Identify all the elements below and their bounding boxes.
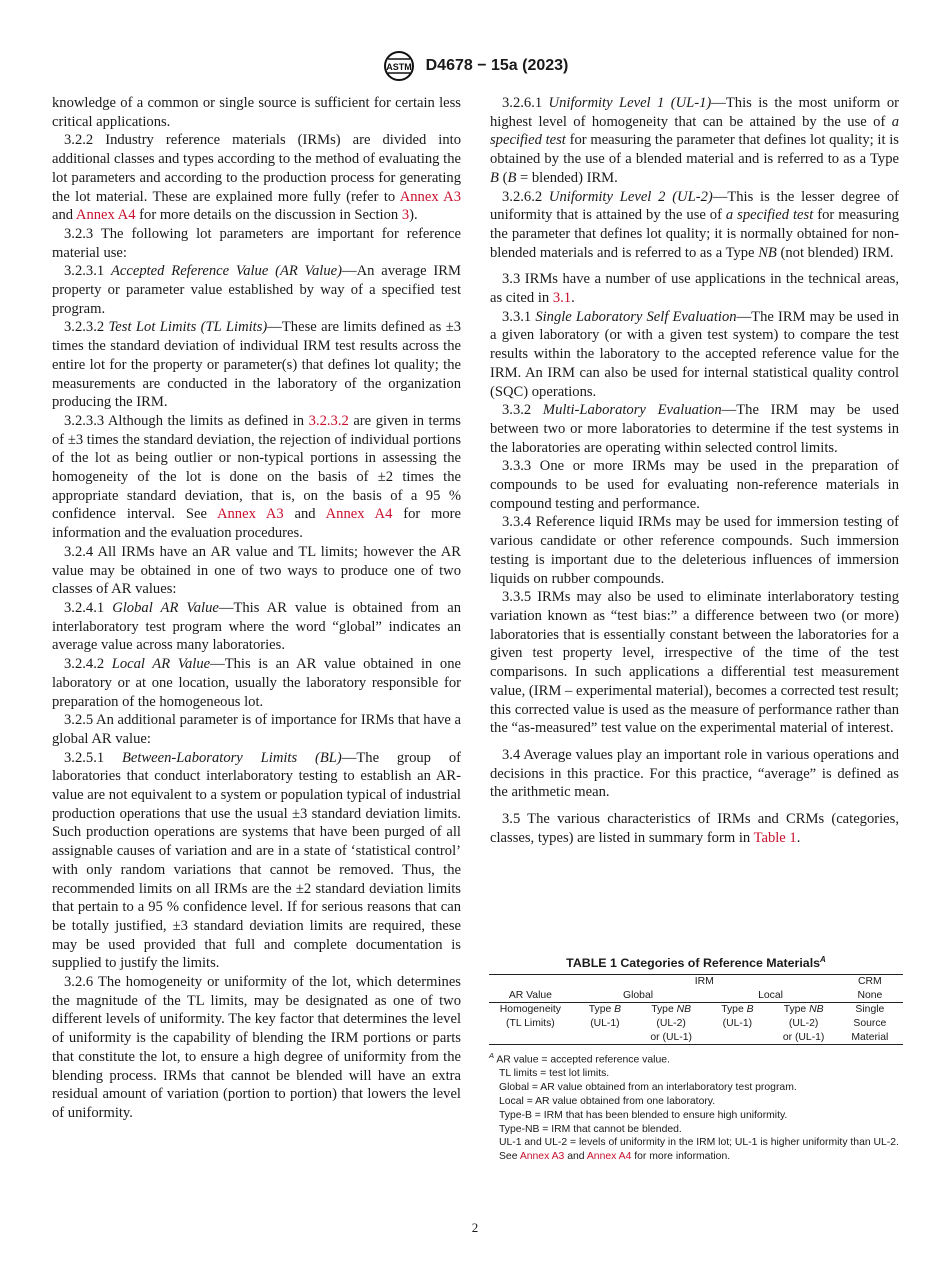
table-cell: Global bbox=[623, 989, 654, 1001]
paragraph-3-2-6: 3.2.6 The homogeneity or uniformity of the lot, which determines the magnitude of the TL limits, may be designated as one of two different levels of uniformity. The key factor that determines the level of uniformity is the capability of blending the IRM portions or parts that constitute the lot, to ensure a high degree of uniformity from the blending process. IRMs that cannot be blended will have an extra residual amount of variation (portion to portion) that lowers the level of uniformity. bbox=[52, 974, 461, 1121]
paragraph-3-2-4-1: 3.2.4.1 Global AR Value—This AR value is obtained from an interlaboratory test program where the word “global” indicates an average value across many laboratories. bbox=[52, 599, 461, 654]
footnote: See Annex A3 and Annex A4 for more information. bbox=[499, 1151, 731, 1163]
paragraph-3-2-3: 3.2.3 The following lot parameters are important for reference material use: bbox=[52, 225, 461, 261]
table-cell: Single Source Material bbox=[851, 1004, 889, 1043]
left-column bbox=[52, 94, 461, 1123]
section-3-2-3-2-link[interactable]: 3.2.3.2 bbox=[308, 412, 349, 429]
table-row bbox=[489, 1003, 903, 1045]
section-3-link[interactable]: 3 bbox=[401, 207, 410, 224]
table-1-link[interactable]: Table 1 bbox=[753, 829, 797, 846]
paragraph-3-2-6-1: 3.2.6.1 Uniformity Level 1 (UL-1)—This is the most uniform or highest level of homogeneity that can be attained by the use of a specified test for measuring the parameter that defines lot quality; it is obtained by the use of a blended material and is referred to as a Type B (B = blended) IRM. bbox=[490, 95, 899, 186]
paragraph-3-3-4: 3.3.4 Reference liquid IRMs may be used for immersion testing of various candidate or other reference compounds. Such immersion testing is important due to the deleterious influences of immersion liquids on rubber compounds. bbox=[490, 514, 899, 587]
footnote: Type-NB = IRM that cannot be blended. bbox=[499, 1123, 682, 1135]
section-3-1-link[interactable]: 3.1 bbox=[552, 290, 572, 307]
paragraph-3-3-1: 3.3.1 Single Laboratory Self Evaluation—The IRM may be used in a given laboratory (or with a given test system) to compare the test results within the laboratory to the accepted reference value for the IRM. An IRM can also be used for internal statistical quality control (SQC) operations. bbox=[490, 308, 899, 400]
paragraph-3-2-5-1: 3.2.5.1 Between-Laboratory Limits (BL)—The group of laboratories that conduct interlaboratory testing to establish an AR-value are not equivalent to a system or population typical of industrial production operations that use the usual ±3 standard deviation limits. Such production operations are systems that have been purged of all assignable causes of variation and are in a state of ‘statistical control’ with only random variations that cannot be removed. Thus, the recommended limits on all IRMs are the ±2 standard deviation limits that pertain to a 95 % confidence level. If for serious reasons that can be totally justified, ±3 standard deviation limits are required, these may be used provided that full and complete documentation is supplied to justify the limits. bbox=[52, 749, 461, 972]
right-column bbox=[490, 94, 899, 847]
paragraph-3-2-4: 3.2.4 All IRMs have an AR value and TL limits; however the AR value may be obtained in one of two ways to produce one of two classes of AR values: bbox=[52, 543, 461, 598]
table-row bbox=[489, 989, 903, 1003]
paragraph-3-3-2: 3.3.2 Multi-Laboratory Evaluation—The IRM may be used between two or more laboratories to determine if the test systems in the laboratories are operating within selected control limits. bbox=[490, 402, 899, 456]
annex-a3-link[interactable]: Annex A3 bbox=[519, 1151, 565, 1163]
paragraph-3-3-5: 3.3.5 IRMs may also be used to eliminate interlaboratory testing variation known as “test bias:” a difference between two (or more) laboratories that is essentially constant between the laboratories for a given test property level, irrespective of the time of the test comparisons. In such applications a differential test measurement value, (IRM – experimental material), becomes a corrected test result; this corrected value is used as the measure of performance rather than the “as-measured” test value on the experimental material of interest. bbox=[490, 589, 899, 737]
table-cell: Type B (UL-1) bbox=[721, 1004, 754, 1029]
paragraph-3-2-3-1: 3.2.3.1 Accepted Reference Value (AR Value)—An average IRM property or parameter value established by way of a specified test program. bbox=[52, 263, 461, 317]
paragraph-3-2-5: 3.2.5 An additional parameter is of importance for IRMs that have a global AR value: bbox=[52, 712, 461, 747]
categories-table bbox=[489, 974, 903, 1045]
footnote: $^A$ AR value = accepted reference value. bbox=[489, 1051, 670, 1066]
astm-logo-icon bbox=[382, 50, 416, 82]
paragraph-3-2-3-2: 3.2.3.2 Test Lot Limits (TL Limits)—These are limits defined as ±3 times the standard deviation of individual IRM test results across the entire lot for the property or parameter(s) that defines lot quality; the measurements are conducted in the laboratory of the organization producing the IRM. bbox=[52, 319, 461, 411]
paragraph-3-3-3: 3.3.3 One or more IRMs may be used in the preparation of compounds to be used for evaluating non-reference materials in compound testing and performance. bbox=[490, 458, 899, 512]
annex-a4-link[interactable]: Annex A4 bbox=[75, 207, 136, 224]
irm-header: IRM bbox=[694, 976, 714, 988]
table-cell: Type B (UL-1) bbox=[588, 1004, 622, 1029]
paragraph-3-2-2: 3.2.2 Industry reference materials (IRMs) are divided into additional classes and types according to the method of evaluating the lot parameters and according to the production process for generating the lot material. These are explained more fully (refer to Annex A3 and Annex A4 for more details on the discussion in Section 3). bbox=[52, 132, 461, 224]
footnote: Local = AR value obtained from one laboratory. bbox=[499, 1095, 716, 1107]
row-label: AR Value bbox=[508, 989, 552, 1001]
paragraph-3-2-4-2: 3.2.4.2 Local AR Value—This is an AR value obtained in one laboratory or at one location, usually the laboratory responsible for preparation of the homogeneous lot. bbox=[52, 656, 461, 710]
paragraph-3-2-3-3: 3.2.3.3 Although the limits as defined in 3.2.3.2 are given in terms of ±3 times the standard deviation, the rejection of individual portions of the lot as being outlier or non-typical portions in assessing the homogeneity of the lot is done on the basis of ±2 times the appropriate standard deviation, that is, on the basis of a 95 % confidence interval. See Annex A3 and Annex A4 for more information and the evaluation procedures. bbox=[52, 412, 462, 542]
paragraph-3-4: 3.4 Average values play an important role in various operations and decisions in this practice. For this practice, “average” is defined as the arithmetic mean. bbox=[490, 746, 899, 801]
svg-text:ASTM: ASTM bbox=[385, 62, 412, 72]
footnote: TL limits = test lot limits. bbox=[499, 1068, 610, 1080]
annex-a3-link[interactable]: Annex A3 bbox=[399, 188, 461, 205]
page-header bbox=[0, 50, 950, 82]
document-designation: D4678 − 15a (2023) bbox=[425, 57, 569, 74]
annex-a4-link[interactable]: Annex A4 bbox=[325, 506, 393, 523]
table-1 bbox=[489, 955, 903, 1164]
row-label: Homogeneity (TL Limits) bbox=[499, 1004, 562, 1029]
paragraph-3-5: 3.5 The various characteristics of IRMs and CRMs (categories, classes, types) are listed in summary form in Table 1. bbox=[490, 811, 899, 846]
annex-a3-link[interactable]: Annex A3 bbox=[216, 506, 284, 523]
footnote: UL-1 and UL-2 = levels of uniformity in the IRM lot; UL-1 is higher uniformity than UL-2. bbox=[499, 1137, 899, 1149]
table-cell: Type NB (UL-2) or (UL-1) bbox=[650, 1004, 692, 1043]
footnote: Type-B = IRM that has been blended to ensure high uniformity. bbox=[499, 1109, 788, 1121]
page-number: 2 bbox=[471, 1220, 479, 1235]
table-caption: TABLE 1 Categories of Reference Materials$^A$ bbox=[566, 955, 826, 971]
table-footnotes bbox=[489, 1049, 903, 1164]
footnote: Global = AR value obtained from an interlaboratory test program. bbox=[499, 1082, 797, 1094]
table-cell: None bbox=[857, 989, 883, 1001]
table-cell: Type NB (UL-2) or (UL-1) bbox=[782, 1004, 825, 1043]
paragraph-3-3: 3.3 IRMs have a number of use applications in the technical areas, as cited in 3.1. bbox=[490, 271, 899, 307]
table-cell: Local bbox=[758, 989, 783, 1001]
paragraph: knowledge of a common or single source is sufficient for certain less critical applications. bbox=[52, 95, 461, 130]
paragraph-3-2-6-2: 3.2.6.2 Uniformity Level 2 (UL-2)—This is the lesser degree of uniformity that is attained by the use of a specified test for measuring the parameter that defines lot quality; it is normally obtained for non-blended materials and is referred to as a Type NB (not blended) IRM. bbox=[490, 188, 900, 261]
table-row bbox=[489, 975, 903, 989]
annex-a4-link[interactable]: Annex A4 bbox=[586, 1151, 632, 1163]
crm-header: CRM bbox=[858, 976, 882, 988]
